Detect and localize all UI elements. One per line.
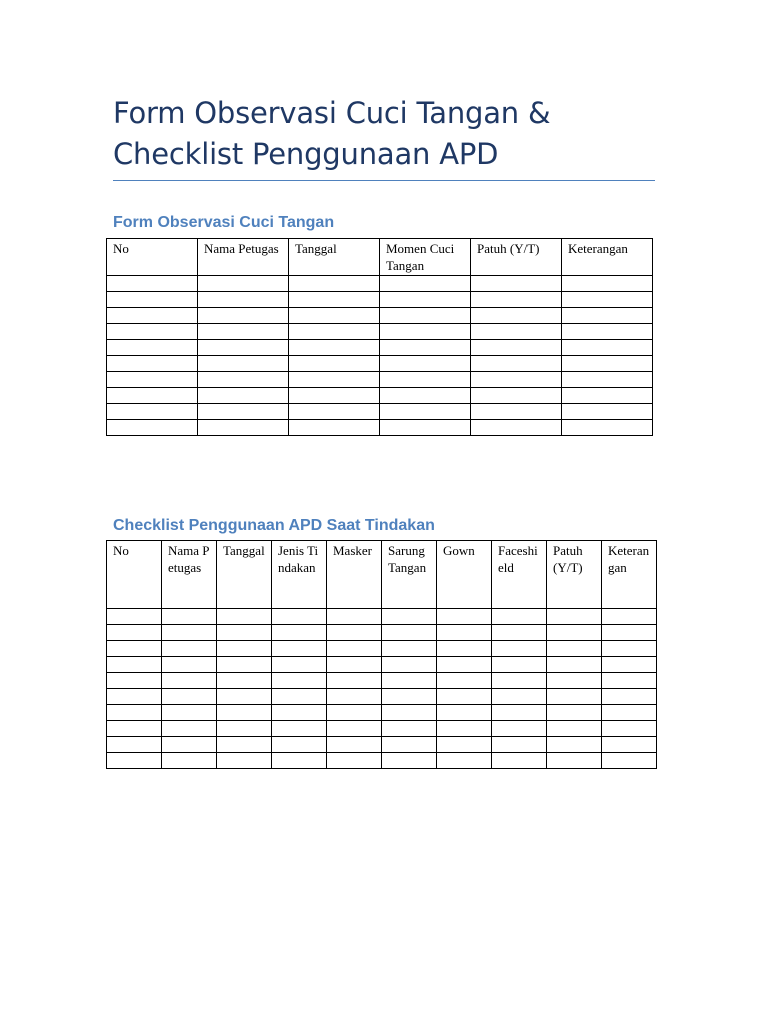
table-cell[interactable] — [289, 356, 380, 372]
table-cell[interactable] — [107, 404, 198, 420]
table-cell[interactable] — [380, 404, 471, 420]
table-cell[interactable] — [492, 689, 547, 705]
table-cell[interactable] — [327, 705, 382, 721]
table-cell[interactable] — [492, 641, 547, 657]
table-cell[interactable] — [162, 657, 217, 673]
table-cell[interactable] — [471, 356, 562, 372]
column-header: Patuh (Y/T) — [547, 541, 602, 609]
column-header: Faceshield — [492, 541, 547, 609]
table-row — [107, 657, 657, 673]
table-cell[interactable] — [437, 689, 492, 705]
column-header: Keterangan — [562, 239, 653, 276]
table-cell[interactable] — [272, 721, 327, 737]
section-heading-apd: Checklist Penggunaan APD Saat Tindakan — [113, 517, 435, 534]
table-cell[interactable] — [492, 721, 547, 737]
table-cell[interactable] — [471, 276, 562, 292]
table-cell[interactable] — [380, 420, 471, 436]
table-cell[interactable] — [602, 657, 657, 673]
table-cell[interactable] — [437, 609, 492, 625]
table-cell[interactable] — [198, 388, 289, 404]
table-cell[interactable] — [471, 324, 562, 340]
table-cell[interactable] — [162, 689, 217, 705]
table-cell[interactable] — [272, 753, 327, 769]
table-cell[interactable] — [198, 292, 289, 308]
table-cell[interactable] — [382, 705, 437, 721]
table-cell[interactable] — [217, 609, 272, 625]
table-cell[interactable] — [272, 609, 327, 625]
table-cell[interactable] — [162, 753, 217, 769]
table-cell[interactable] — [492, 625, 547, 641]
table-cell[interactable] — [492, 753, 547, 769]
table-row — [107, 721, 657, 737]
column-header: Nama Petugas — [162, 541, 217, 609]
table-cell[interactable] — [289, 292, 380, 308]
table-cell[interactable] — [471, 388, 562, 404]
table-cell[interactable] — [562, 324, 653, 340]
table-cell[interactable] — [602, 673, 657, 689]
table-cell[interactable] — [198, 372, 289, 388]
table-cell[interactable] — [107, 673, 162, 689]
table-cell[interactable] — [492, 737, 547, 753]
table-cell[interactable] — [198, 308, 289, 324]
table-cell[interactable] — [162, 609, 217, 625]
table-cell[interactable] — [437, 657, 492, 673]
table-cell[interactable] — [547, 625, 602, 641]
table-cell[interactable] — [382, 689, 437, 705]
table-cell[interactable] — [272, 705, 327, 721]
table-cell[interactable] — [327, 753, 382, 769]
table-cell[interactable] — [492, 609, 547, 625]
table-cell[interactable] — [289, 276, 380, 292]
table-cell[interactable] — [162, 625, 217, 641]
table-cell[interactable] — [562, 356, 653, 372]
table-cell[interactable] — [382, 609, 437, 625]
table-cell[interactable] — [380, 356, 471, 372]
table-cell[interactable] — [198, 276, 289, 292]
table-cell[interactable] — [602, 641, 657, 657]
table-cell[interactable] — [107, 324, 198, 340]
table-cell[interactable] — [437, 673, 492, 689]
table-cell[interactable] — [289, 420, 380, 436]
table-cell[interactable] — [107, 705, 162, 721]
table-row — [107, 673, 657, 689]
table-cell[interactable] — [437, 753, 492, 769]
table-cell[interactable] — [272, 641, 327, 657]
table-row — [107, 737, 657, 753]
table-cell[interactable] — [272, 673, 327, 689]
table-cell[interactable] — [217, 721, 272, 737]
table-cell[interactable] — [471, 420, 562, 436]
table-cell[interactable] — [380, 292, 471, 308]
table-cell[interactable] — [562, 292, 653, 308]
table-cell[interactable] — [382, 737, 437, 753]
table-row — [107, 609, 657, 625]
column-header: Masker — [327, 541, 382, 609]
table-cell[interactable] — [289, 372, 380, 388]
table-cell[interactable] — [162, 641, 217, 657]
table-cell[interactable] — [602, 625, 657, 641]
table-cell[interactable] — [380, 324, 471, 340]
section-heading-handwash: Form Observasi Cuci Tangan — [113, 214, 335, 231]
table-cell[interactable] — [562, 308, 653, 324]
table-cell[interactable] — [380, 308, 471, 324]
table-cell[interactable] — [437, 641, 492, 657]
table-cell[interactable] — [602, 737, 657, 753]
table-cell[interactable] — [492, 705, 547, 721]
table-row — [107, 276, 653, 292]
table-cell[interactable] — [602, 721, 657, 737]
table-row — [107, 356, 653, 372]
column-header: Jenis Tindakan — [272, 541, 327, 609]
table-cell[interactable] — [471, 292, 562, 308]
table-cell[interactable] — [107, 737, 162, 753]
table-cell[interactable] — [327, 689, 382, 705]
table-cell[interactable] — [217, 689, 272, 705]
table-cell[interactable] — [562, 276, 653, 292]
table-cell[interactable] — [382, 625, 437, 641]
table-cell[interactable] — [437, 625, 492, 641]
table-cell[interactable] — [162, 705, 217, 721]
table-cell[interactable] — [107, 388, 198, 404]
table-cell[interactable] — [547, 753, 602, 769]
table-cell[interactable] — [217, 705, 272, 721]
table-cell[interactable] — [547, 689, 602, 705]
table-cell[interactable] — [107, 641, 162, 657]
column-header: Tanggal — [289, 239, 380, 276]
table-cell[interactable] — [382, 721, 437, 737]
table-cell[interactable] — [198, 340, 289, 356]
column-header: Patuh (Y/T) — [471, 239, 562, 276]
title-underline — [113, 180, 655, 181]
table-cell[interactable] — [272, 689, 327, 705]
table-cell[interactable] — [562, 420, 653, 436]
table-row — [107, 324, 653, 340]
table-cell[interactable] — [107, 753, 162, 769]
table-cell[interactable] — [327, 641, 382, 657]
column-header: Gown — [437, 541, 492, 609]
table-cell[interactable] — [562, 388, 653, 404]
table-cell[interactable] — [437, 721, 492, 737]
table-cell[interactable] — [289, 324, 380, 340]
table-cell[interactable] — [327, 625, 382, 641]
table-cell[interactable] — [272, 737, 327, 753]
table-cell[interactable] — [289, 388, 380, 404]
table-cell[interactable] — [107, 340, 198, 356]
table-row — [107, 340, 653, 356]
table-cell[interactable] — [198, 356, 289, 372]
table-cell[interactable] — [547, 657, 602, 673]
table-cell[interactable] — [547, 673, 602, 689]
table-row — [107, 689, 657, 705]
table-cell[interactable] — [492, 673, 547, 689]
table-cell[interactable] — [471, 308, 562, 324]
table-cell[interactable] — [602, 705, 657, 721]
table-cell[interactable] — [562, 340, 653, 356]
table-cell[interactable] — [272, 625, 327, 641]
table-cell[interactable] — [380, 388, 471, 404]
table-cell[interactable] — [272, 657, 327, 673]
table-cell[interactable] — [380, 340, 471, 356]
table-row — [107, 753, 657, 769]
table-cell[interactable] — [107, 609, 162, 625]
table-cell[interactable] — [107, 689, 162, 705]
document-title: Form Observasi Cuci Tangan & Checklist Penggunaan APD — [113, 96, 551, 171]
table-cell[interactable] — [327, 721, 382, 737]
table-cell[interactable] — [562, 372, 653, 388]
table-cell[interactable] — [289, 404, 380, 420]
table-row — [107, 308, 653, 324]
table-header-row — [107, 541, 657, 609]
table-cell[interactable] — [602, 689, 657, 705]
table-cell[interactable] — [327, 609, 382, 625]
table-cell[interactable] — [492, 657, 547, 673]
table-cell[interactable] — [382, 657, 437, 673]
apd-checklist-table — [106, 540, 657, 769]
table-cell[interactable] — [547, 705, 602, 721]
table-cell[interactable] — [217, 641, 272, 657]
table-cell[interactable] — [471, 372, 562, 388]
table-cell[interactable] — [217, 625, 272, 641]
table-cell[interactable] — [289, 308, 380, 324]
table-cell[interactable] — [382, 641, 437, 657]
table-cell[interactable] — [162, 721, 217, 737]
column-header: Keterangan — [602, 541, 657, 609]
table-cell[interactable] — [107, 625, 162, 641]
table-row — [107, 388, 653, 404]
table-cell[interactable] — [107, 308, 198, 324]
table-row — [107, 292, 653, 308]
table-cell[interactable] — [107, 657, 162, 673]
table-cell[interactable] — [327, 673, 382, 689]
table-cell[interactable] — [107, 721, 162, 737]
table-row — [107, 625, 657, 641]
table-cell[interactable] — [602, 753, 657, 769]
table-cell[interactable] — [162, 673, 217, 689]
table-cell[interactable] — [289, 340, 380, 356]
table-cell[interactable] — [547, 641, 602, 657]
column-header: Sarung Tangan — [382, 541, 437, 609]
table-cell[interactable] — [471, 340, 562, 356]
column-header: No — [107, 239, 198, 276]
table-cell[interactable] — [107, 276, 198, 292]
table-cell[interactable] — [602, 609, 657, 625]
table-cell[interactable] — [107, 292, 198, 308]
table-header-row — [107, 239, 653, 276]
table-cell[interactable] — [547, 737, 602, 753]
table-cell[interactable] — [327, 657, 382, 673]
table-cell[interactable] — [107, 356, 198, 372]
table-cell[interactable] — [380, 276, 471, 292]
table-cell[interactable] — [471, 404, 562, 420]
table-cell[interactable] — [162, 737, 217, 753]
table-row — [107, 372, 653, 388]
table-cell[interactable] — [547, 609, 602, 625]
column-header: Momen Cuci Tangan — [380, 239, 471, 276]
table-cell[interactable] — [380, 372, 471, 388]
column-header: Nama Petugas — [198, 239, 289, 276]
table-cell[interactable] — [198, 324, 289, 340]
table-cell[interactable] — [437, 705, 492, 721]
table-cell[interactable] — [547, 721, 602, 737]
table-row — [107, 420, 653, 436]
table-cell[interactable] — [562, 404, 653, 420]
table-cell[interactable] — [382, 673, 437, 689]
table-cell[interactable] — [437, 737, 492, 753]
handwash-observation-table — [106, 238, 653, 436]
table-cell[interactable] — [198, 420, 289, 436]
table-cell[interactable] — [382, 753, 437, 769]
table-row — [107, 641, 657, 657]
table-cell[interactable] — [198, 404, 289, 420]
table-cell[interactable] — [217, 737, 272, 753]
table-cell[interactable] — [217, 657, 272, 673]
table-cell[interactable] — [107, 372, 198, 388]
table-cell[interactable] — [217, 753, 272, 769]
table-cell[interactable] — [217, 673, 272, 689]
table-cell[interactable] — [327, 737, 382, 753]
column-header: No — [107, 541, 162, 609]
table-row — [107, 404, 653, 420]
column-header: Tanggal — [217, 541, 272, 609]
table-row — [107, 705, 657, 721]
table-cell[interactable] — [107, 420, 198, 436]
